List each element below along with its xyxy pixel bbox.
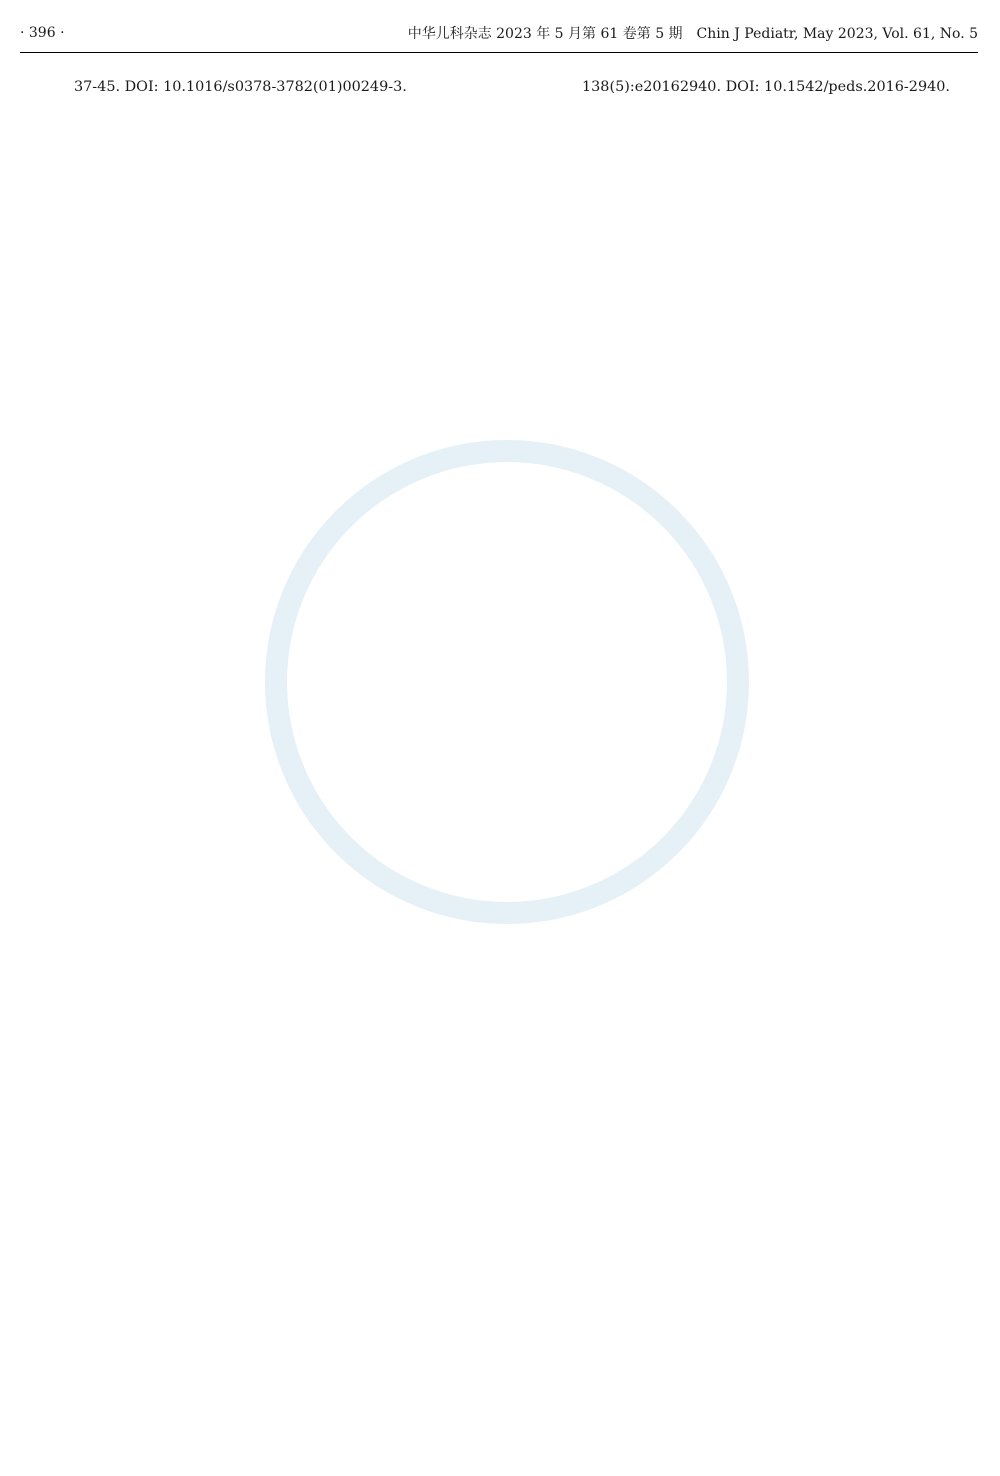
reference-column-right (530, 76, 978, 99)
reference-item (530, 76, 978, 99)
reference-text: 138(5):e20162940. DOI: 10.1542/peds.2016-2940. (582, 79, 950, 95)
header-rule (20, 52, 978, 53)
reference-text: 37-45. DOI: 10.1016/s0378-3782(01)00249-3. (74, 79, 407, 95)
reference-column-left (22, 76, 470, 99)
watermark-seal (265, 440, 749, 924)
running-header (20, 22, 978, 44)
reference-number (530, 76, 582, 99)
page-number: · 396 · (20, 25, 65, 41)
journal-citation: 中华儿科杂志 2023 年 5 月第 61 卷第 5 期 Chin J Pediatr, May 2023, Vol. 61, No. 5 (407, 26, 978, 42)
reference-number (22, 76, 74, 99)
reference-item (22, 76, 470, 99)
